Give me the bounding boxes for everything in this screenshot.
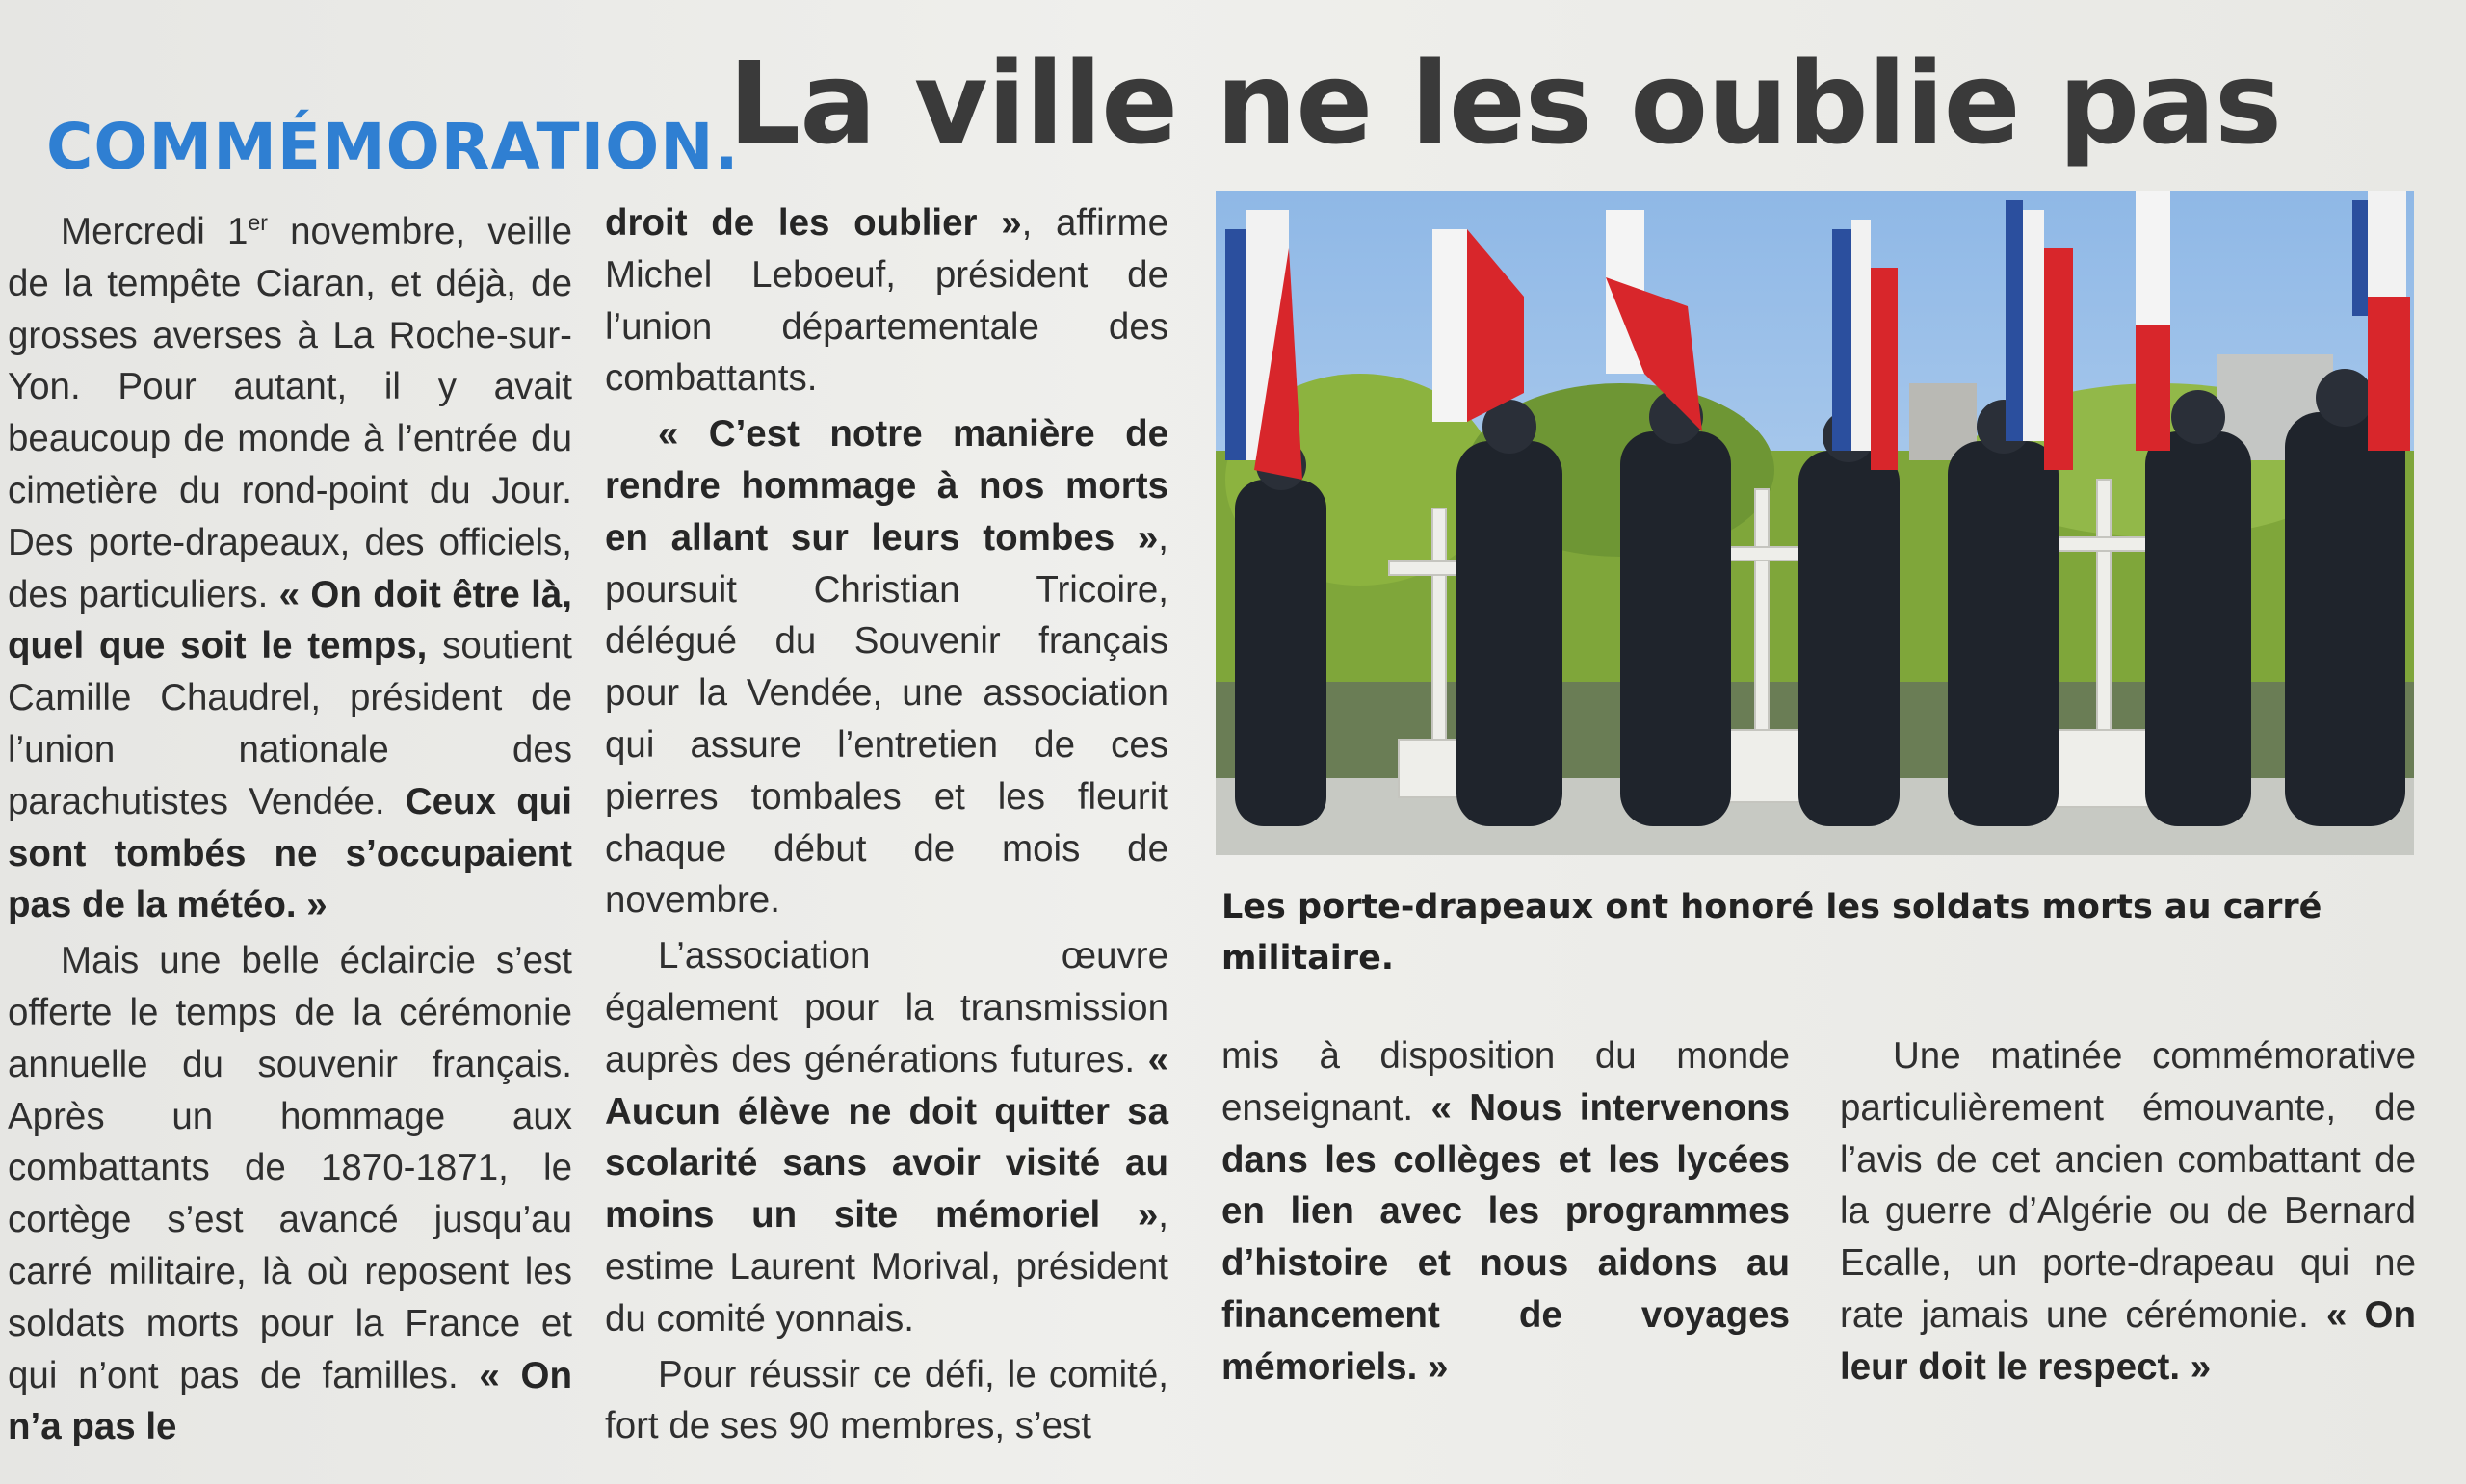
paragraph: Mercredi 1er novembre, veille de la tempête Ciaran, et déjà, de grosses averses à La Roche-sur-Yon. Pour autant, il y avait beaucoup de monde à l’entrée du cimetière du rond-point du Jour. Des porte-drapeaux, des officiels, des particuliers. « On doit être là, quel que soit le temps, soutient Camille Chaudrel, président de l’union nationale des parachutistes Vendée. Ceux qui sont tombés ne s’occupaient pas de la météo. » [8,210,572,926]
quote: « On doit être là, quel que soit le temps, [8,573,572,667]
flag-bearers-illustration [1216,191,2414,855]
quote: « Nous intervenons dans les collèges et les lycées en lien avec les programmes d’histoire et nous aidons au financement de voyages mémoriels. » [1221,1086,1791,1388]
kicker: COMMÉMORATION. [46,110,740,184]
paragraph: L’association œuvre également pour la transmission auprès des générations futures. « Aucun élève ne doit quitter sa scolarité sans avoir visité au moins un site mémoriel », estime Laurent Morival, président du comité yonnais. [605,935,1168,1340]
quote: Ceux qui sont tombés ne s’occupaient pas de la météo. » [8,780,572,926]
headline [46,27,2416,191]
paragraph: droit de les oublier », affirme Michel Leboeuf, président de l’union départementale des combattants. [605,202,1168,400]
paragraph: Pour réussir ce défi, le comité, fort de ses 90 membres, s’est [605,1353,1168,1447]
article-column-3 [1221,1030,1790,1393]
quote: « Aucun élève ne doit quitter sa scolarité sans avoir visité au moins un site mémoriel » [605,1038,1168,1237]
headline-title: La ville ne les oublie pas [728,37,2282,169]
paragraph: « C’est notre manière de rendre hommage à nos morts en allant sur leurs tombes », poursuit Christian Tricoire, délégué du Souvenir français pour la Vendée, une association qui assure l’entretien de ces pierres tombales et les fleurit chaque début de mois de novembre. [605,413,1168,922]
photo-caption: Les porte-drapeaux ont honoré les soldats morts au carré militaire. [1221,888,2322,977]
paragraph: mis à disposition du monde enseignant. « Nous intervenons dans les collèges et les lycées en lien avec les programmes d’histoire et nous aidons au financement de voyages mémoriels. » [1221,1035,1791,1388]
paragraph: Mais une belle éclaircie s’est offerte le temps de la cérémonie annuelle du souvenir français. Après un hommage aux combattants de 1870-1871, le cortège s’est avancé jusqu’au carré militaire, là où reposent les soldats morts pour la France et qui n’ont pas de familles. « On n’a pas le [8,940,572,1448]
quote: « C’est notre manière de rendre hommage à nos morts en allant sur leurs tombes » [605,413,1168,559]
quote: droit de les oublier » [605,202,1022,244]
article-column-2 [605,197,1168,1452]
ceremony-photo [1216,191,2414,855]
article-column-4 [1840,1030,2416,1393]
paragraph: Une matinée commémorative particulièrement émouvante, de l’avis de cet ancien combattant de la guerre d’Algérie ou de Bernard Ecalle, un porte-drapeau qui ne rate jamais une cérémonie. « On leur doit le respect. » [1840,1035,2416,1388]
quote: « On n’a pas le [8,1354,572,1448]
quote: « On leur doit le respect. » [1840,1293,2416,1388]
article-column-1 [8,206,572,1453]
